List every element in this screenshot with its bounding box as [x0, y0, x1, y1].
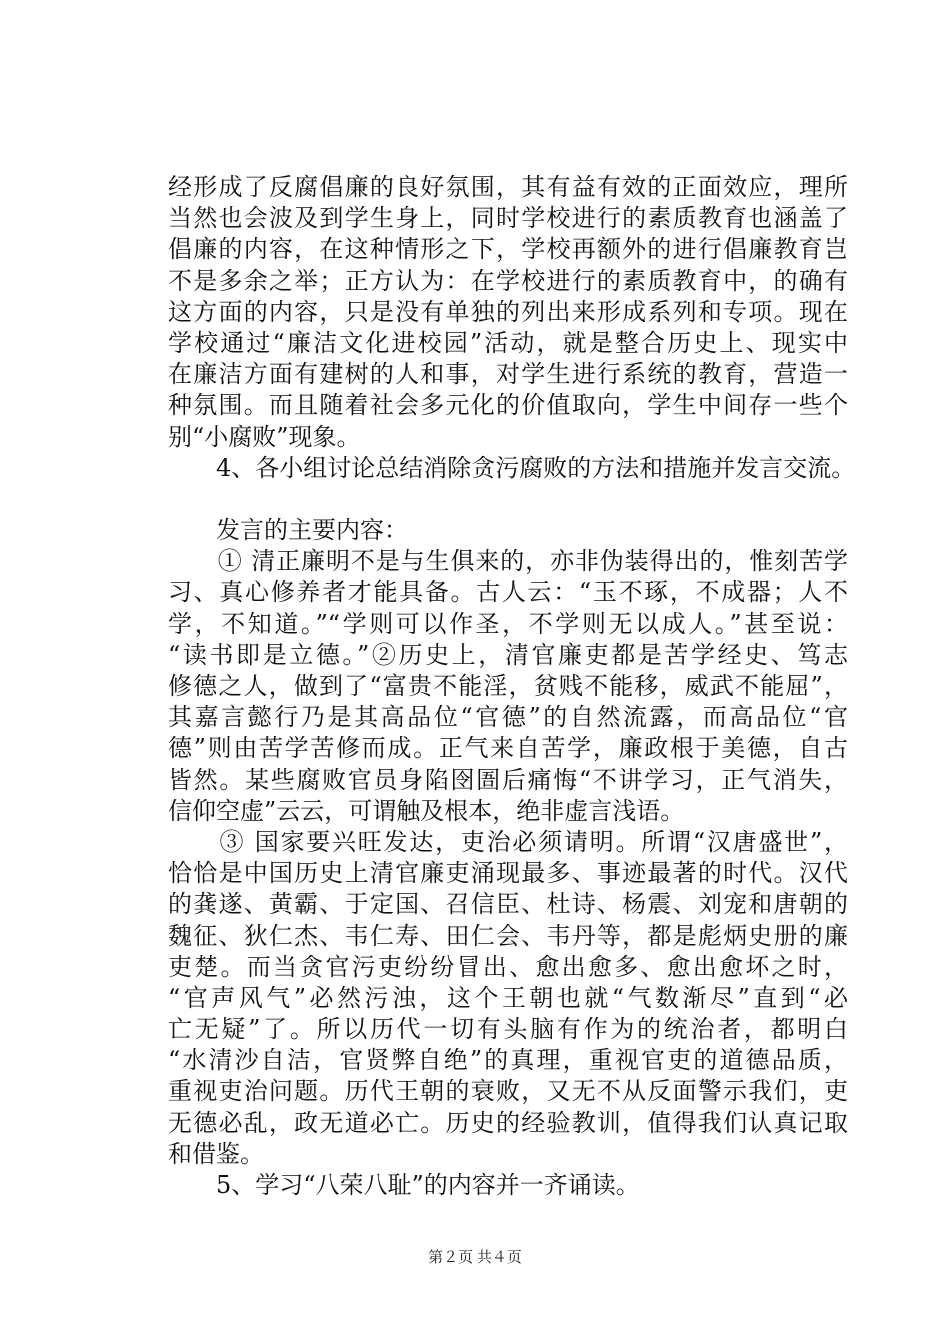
text-line: ① 清正廉明不是与生俱来的，亦非伪装得出的，惟刻苦学 — [168, 547, 848, 576]
text-line: 和借鉴。 — [168, 1139, 264, 1168]
text-line: 习、真心修养者才能具备。古人云：“玉不琢，不成器；人不 — [168, 578, 848, 607]
page-footer: 第２页 共４页 — [428, 1250, 522, 1266]
text-line: 在廉洁方面有建树的人和事，对学生进行系统的教育，营造一 — [168, 360, 848, 389]
text-line: 修德之人，做到了“富贵不能淫，贫贱不能移，威武不能屈”， — [168, 672, 848, 700]
text-line: 吏楚。而当贪官污吏纷纷冒出、愈出愈多、愈出愈坏之时， — [168, 952, 848, 981]
text-line: 学校通过“廉洁文化进校园”活动，就是整合历史上、现实中 — [168, 328, 848, 357]
text-line: “读书即是立德。”②历史上，清官廉吏都是苦学经史、笃志 — [168, 640, 848, 669]
text-line: 这方面的内容，只是没有单独的列出来形成系列和专项。现在 — [168, 297, 848, 326]
text-line: 重视吏治问题。历代王朝的衰败，又无不从反面警示我们，吏 — [168, 1077, 848, 1106]
text-line: 不是多余之举；正方认为：在学校进行的素质教育中，的确有 — [168, 266, 848, 295]
text-line: 德”则由苦学苦修而成。正气来自苦学，廉政根于美德，自古 — [168, 734, 848, 763]
blank-line — [168, 484, 848, 515]
text-line: “官声风气”必然污浊，这个王朝也就“气数渐尽”直到“必 — [168, 983, 848, 1012]
text-line: 学，不知道。”“学则可以作圣，不学则无以成人。”甚至说： — [168, 609, 848, 638]
text-line: 倡廉的内容，在这种情形之下，学校再额外的进行倡廉教育岂 — [168, 235, 848, 264]
text-line: 恰恰是中国历史上清官廉吏涌现最多、事迹最著的时代。汉代 — [168, 859, 848, 888]
text-line: 其嘉言懿行乃是其高品位“官德”的自然流露，而高品位“官 — [168, 703, 848, 732]
text-line: “水清沙自洁，官贤弊自绝”的真理，重视官吏的道德品质， — [168, 1046, 848, 1075]
text-line: ③ 国家要兴旺发达，吏治必须请明。所谓“汉唐盛世”， — [168, 827, 848, 856]
text-line: 经形成了反腐倡廉的良好氛围，其有益有效的正面效应，理所 — [168, 173, 848, 201]
text-line: 皆然。某些腐败官员身陷囹圄后痛悔“不讲学习，正气消失， — [168, 765, 848, 794]
text-line: 5、学习“八荣八耻”的内容并一齐诵读。 — [168, 1171, 640, 1199]
text-line: 当然也会波及到学生身上，同时学校进行的素质教育也涵盖了 — [168, 204, 848, 233]
text-line: 发言的主要内容： — [168, 516, 408, 545]
text-line: 别“小腐败”现象。 — [168, 422, 361, 451]
text-line: 的龚遂、黄霸、于定国、召信臣、杜诗、杨震、刘宠和唐朝的 — [168, 890, 848, 919]
text-line: 亡无疑”了。所以历代一切有头脑有作为的统治者，都明白 — [168, 1015, 848, 1044]
text-line: 魏征、狄仁杰、韦仁寿、田仁会、韦丹等，都是彪炳史册的廉 — [168, 921, 848, 950]
body-text — [168, 172, 856, 1201]
text-line: 信仰空虚”云云，可谓触及根本，绝非虚言浅语。 — [168, 796, 685, 825]
text-line: 无德必乱，政无道必亡。历史的经验教训，值得我们认真记取 — [168, 1108, 848, 1137]
text-line: 4、各小组讨论总结消除贪污腐败的方法和措施并发言交流。 — [168, 453, 856, 482]
text-line: 种氛围。而且随着社会多元化的价值取向，学生中间存一些个 — [168, 391, 848, 420]
